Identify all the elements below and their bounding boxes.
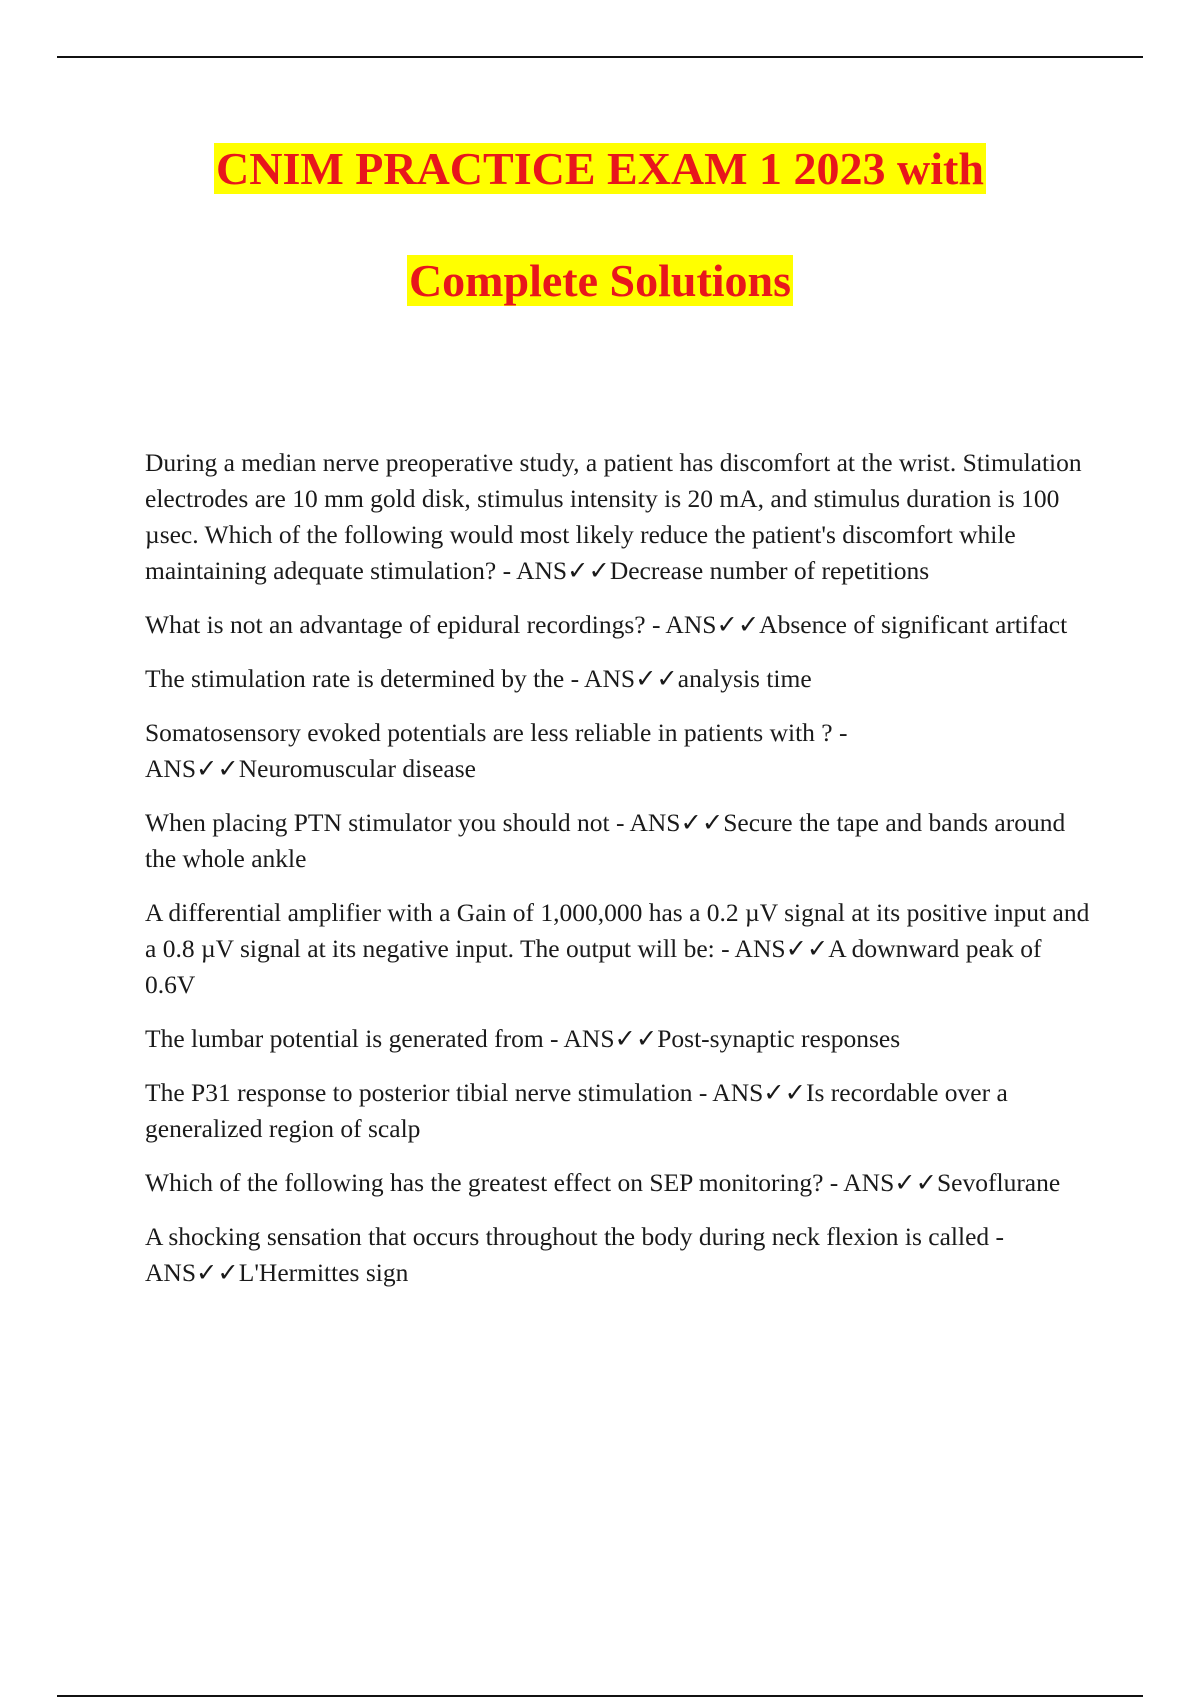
title-line-1 <box>0 140 1200 198</box>
qa-item-1: During a median nerve preoperative study, a patient has discomfort at the wrist. Stimulation electrodes are 10 mm gold disk, stimulus intensity is 20 mA, and stimulus duration is 100 µsec. Which of the following would most likely reduce the patient's discomfort while maintaining adequate stimulation? - ANS✓✓Decrease number of repetitions <box>145 448 1082 585</box>
qa-item-7: The lumbar potential is generated from - ANS✓✓Post-synaptic responses <box>145 1024 901 1053</box>
question-answer-list <box>145 445 1095 1309</box>
qa-item-8: The P31 response to posterior tibial nerve stimulation - ANS✓✓Is recordable over a generalized region of scalp <box>145 1078 1008 1143</box>
title-text-2: Complete Solutions <box>408 255 792 306</box>
document-title <box>0 140 1200 310</box>
bottom-divider <box>57 1695 1143 1697</box>
title-line-2 <box>0 252 1200 310</box>
qa-item-9: Which of the following has the greatest effect on SEP monitoring? - ANS✓✓Sevoflurane <box>145 1168 1061 1197</box>
qa-item-3: The stimulation rate is determined by the - ANS✓✓analysis time <box>145 664 812 693</box>
qa-item-5: When placing PTN stimulator you should not - ANS✓✓Secure the tape and bands around the whole ankle <box>145 808 1066 873</box>
top-divider <box>57 56 1143 58</box>
qa-item-6: A differential amplifier with a Gain of 1,000,000 has a 0.2 µV signal at its positive input and a 0.8 µV signal at its negative input. The output will be: - ANS✓✓A downward peak of 0.6V <box>145 898 1090 999</box>
title-text-1: CNIM PRACTICE EXAM 1 2023 with <box>216 143 984 194</box>
qa-item-2: What is not an advantage of epidural recordings? - ANS✓✓Absence of significant artifact <box>145 610 1068 639</box>
qa-item-10: A shocking sensation that occurs throughout the body during neck flexion is called - ANS✓✓L'Hermittes sign <box>145 1222 1005 1287</box>
qa-item-4: Somatosensory evoked potentials are less reliable in patients with ? - ANS✓✓Neuromuscular disease <box>145 718 848 783</box>
